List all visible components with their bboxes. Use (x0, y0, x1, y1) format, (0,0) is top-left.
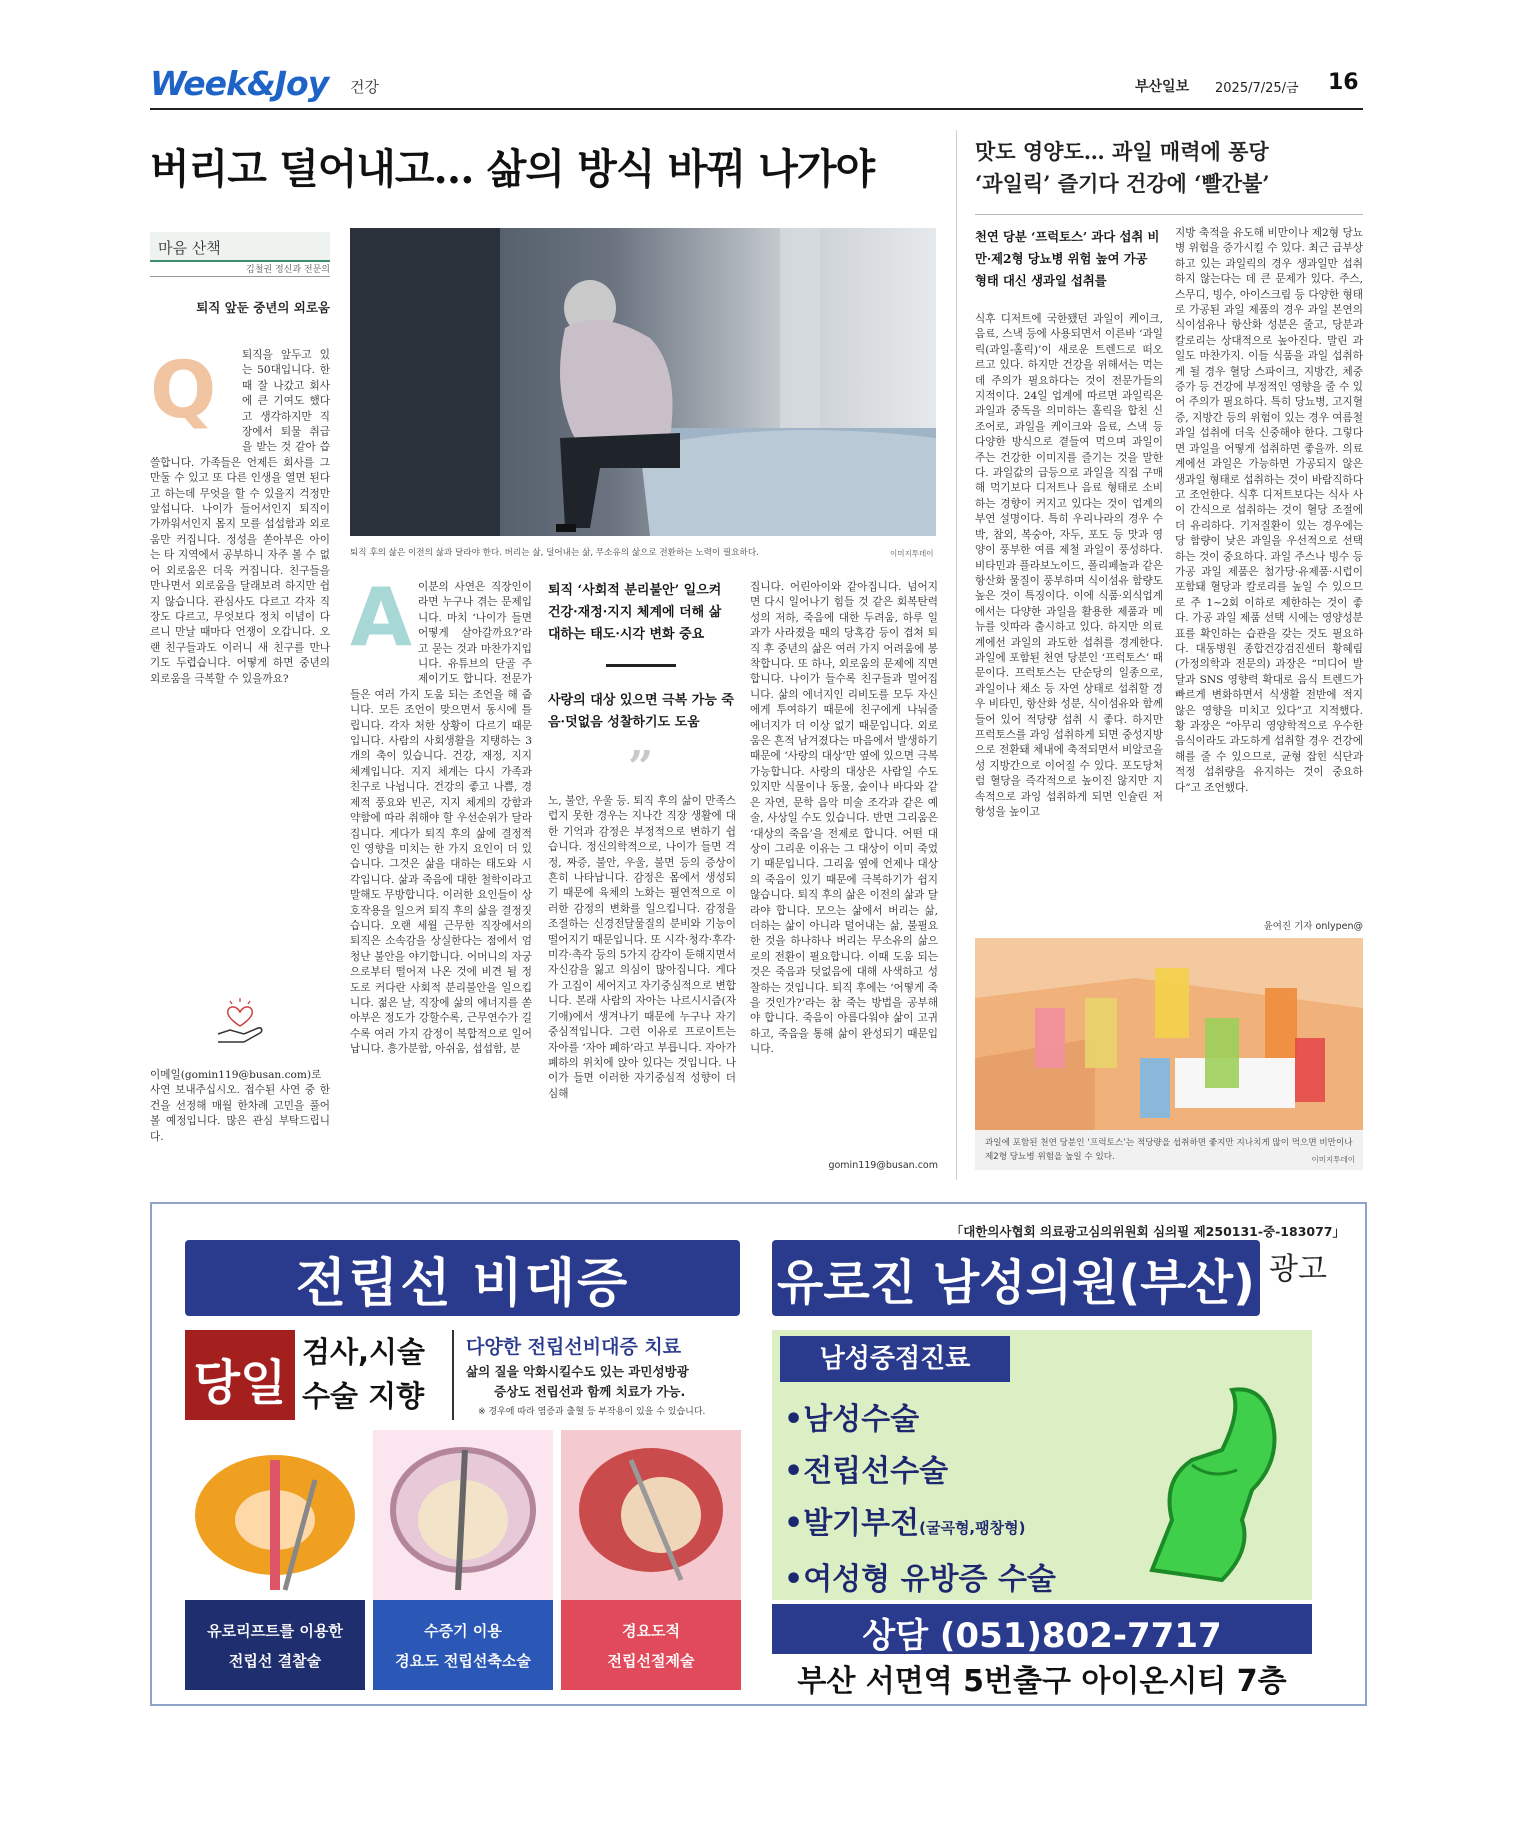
answer-column-1 (350, 571, 532, 1180)
quote-mark-icon: ” (628, 742, 654, 793)
author-rule (150, 276, 330, 277)
side-subhead (975, 226, 1163, 292)
side-separator (956, 130, 957, 1180)
main-photo (350, 228, 936, 536)
ad-label: 광고 (1269, 1252, 1327, 1287)
same-day-badge (185, 1330, 295, 1420)
treatment-line-1: 삶의 질을 악화시킬수도 있는 과민성방광 (466, 1364, 689, 1379)
advertisement[interactable] (150, 1202, 1367, 1706)
mailbox-note (150, 1068, 330, 1168)
procedure-image-2 (373, 1430, 553, 1600)
service-item-3-sub: (굴곡형,팽창형) (919, 1519, 1026, 1537)
side-byline: 윤여진 기자 onlypen@ (1263, 921, 1363, 932)
procedure-label-1 (185, 1600, 365, 1690)
section-label: 건강 (350, 78, 379, 96)
exam-text (302, 1330, 442, 1418)
mailbox-note-text: 이메일(gomin119@busan.com)로 사연 보내주십시오. 접수된 사연 중 한 건을 선정해 매월 한차례 고민을 풀어볼 예정입니다. 많은 관심 부탁드립니다. (150, 1069, 330, 1143)
fruit-photo-credit: 이미지투데이 (1311, 1155, 1355, 1164)
procedure-label-2 (373, 1600, 553, 1690)
heart-hand-icon (210, 990, 270, 1050)
clinic-address: 부산 서면역 5번출구 아이온시티 7층 (797, 1664, 1287, 1699)
side-headline (975, 136, 1363, 200)
answer-column-2 (548, 794, 736, 1180)
treatment-title: 다양한 전립선비대증 치료 (466, 1336, 682, 1358)
side-column-2-text: 지방 축적을 유도해 비만이나 제2형 당뇨병 위험을 증가시킬 수 있다. 최근 급부상하고 있는 과일릭의 경우 생과일만 섭취하지 않는다는 데 큰 문제가 있다. 주스, 스무디, 빙수, 아이스크림 등 다양한 형태로 가공된 과일 제품의 경우 과일 본연의 식이섬유나 항산화 성분은 줄고, 당분과 칼로리는 상대적으로 높아진다. 말린 과일도 마찬가지. 이들 식품을 과일 섭취하게 될 경우 혈당 스파이크, 지방간, 체중 증가 등 건강에 부정적인 영향을 줄 수 있어 주의가 필요하다. 특히 당뇨병, 고지혈증, 지방간 등의 위험이 있는 경우 여름철 과일 섭취에 더욱 신중해야 한다. 그렇다면 과일을 어떻게 섭취하면 좋을까. 의료계에선 과일은 가능하면 가공되지 않은 생과일 형태로 섭취하는 것이 바람직하다고 조언한다. 식후 디저트보다는 식사 사이 간식으로 섭취하는 것이 혈당 조절에 더 유리하다. 기저질환이 있는 경우에는 당 함량이 낮은 과일을 우선적으로 선택하는 것이 중요하다. 과일 주스나 빙수 등 가공 과일 제품은 첨가당·유제품·시럽이 포함돼 혈당과 칼로리를 높일 수 있으므로 주 1~2회 이하로 제한하는 것이 좋다. 가공 과일 제품 선택 시에는 영양성분표를 확인하는 습관을 갖는 것도 필요하다. 대동병원 종합건강검진센터 황혜림(가정의학과 전문의) 과장은 “미디어 발달과 SNS 영향력 확대로 음식 트렌드가 빠르게 변화하면서 식생활 전반에 적지 않은 영향을 미치고 있다”고 지적했다. 황 과장은 “아무리 영양학적으로 우수한 음식이라도 과도하게 섭취할 경우 건강에 해를 줄 수 있으므로, 균형 잡힌 식단과 적정 섭취량을 유지하는 것이 중요하다”고 조언했다. (1175, 227, 1363, 794)
side-headline-line1: 맛도 영양도… 과일 매력에 퐁당 (975, 139, 1269, 164)
side-column-2 (1175, 226, 1363, 914)
pullquote-1-text: 퇴직 ‘사회적 분리불안’ 일으켜 건강·재정·지지 체계에 더해 삶 대하는 태도·시각 변화 중요 (548, 583, 722, 642)
answer-column-3 (750, 580, 938, 1160)
service-item-1: •남성수술 (784, 1402, 920, 1437)
procedure-image-3 (561, 1430, 741, 1600)
procedure-3-line-2: 전립선절제술 (607, 1652, 695, 1670)
exam-line-2: 수술 지향 (302, 1379, 425, 1413)
fruit-photo-caption: 과일에 포함된 천연 당분인 ‘프럭토스’는 적당량을 섭취하면 좋지만 지나치게 많이 먹으면 비만이나 제2형 당뇨병 위험을 높일 수 있다. (985, 1138, 1353, 1162)
ad-clinic-name: 유로진 남성의원(부산) (772, 1240, 1260, 1316)
side-column-1-text: 식후 디저트에 국한됐던 과일이 케이크, 음료, 스낵 등에 사용되면서 이른바 ‘과일릭(과일-홀릭)’이 새로운 트렌드로 떠오르고 있다. 하지만 건강을 위해서는 먹는 데 주의가 필요하다는 것이 전문가들의 지적이다. 24일 업계에 따르면 과일릭은 과일과 중독을 의미하는 홀릭을 합친 신조어로, 과일을 케이크와 음료, 스낵 등 다양한 방식으로 곁들여 먹으며 과일이 주는 건강한 이미지를 즐기는 것을 말한다. 과일값의 급등으로 과일을 직접 구매해 먹기보다 디저트나 음료 형태로 소비하는 경향이 커지고 있다는 것이 업계의 부연 설명이다. 특히 우리나라의 경우 수박, 참외, 복숭아, 자두, 포도 등 맛과 영양이 풍부한 여름 제철 과일이 풍성하다. 비타민과 플라보노이드, 폴리페놀과 같은 항산화 물질이 풍부하며 식이섬유 함량도 높은 것이 특징이다. 이에 식품·외식업계에서는 다양한 과일을 활용한 제품과 메뉴를 잇따라 출시하고 있다. 하지만 의료계에선 과일의 과도한 섭취를 경계한다. 과일에 포함된 천연 당분인 ‘프럭토스’ 때문이다. 프럭토스는 단순당의 일종으로, 과일이나 채소 등 자연 상태로 섭취할 경우 비타민, 항산화 성분, 식이섬유와 함께 들어 있어 적당량 섭취 시 좋다. 하지만 프럭토스를 과잉 섭취하게 되면 중성지방으로 전환돼 체내에 축적되면서 비알코올성 지방간으로 이어질 수 있다. 포도당처럼 혈당을 즉각적으로 높이진 않지만 지속적으로 과잉 섭취하게 되면 인슐린 저항성을 높이고 (975, 313, 1163, 818)
masthead-rule (150, 108, 1363, 110)
ad-left-title: 전립선 비대증 (185, 1240, 740, 1316)
pullquote-2 (548, 690, 736, 734)
answer-column-2-text: 노, 불안, 우울 등. 퇴직 후의 삶이 만족스럽지 못한 경우는 지나간 직장 생활에 대한 기억과 감정은 부정적으로 변하기 쉽습니다. 정신의학적으로, 나이가 들면 걱정, 짜증, 불안, 우울, 불면 등의 증상이 흔히 나타납니다. 감정은 몸에서 생성되기 때문에 육체의 노화는 필연적으로 이러한 감정의 변화를 일으킵니다. 감정을 조절하는 신경전달물질의 분비와 기능이 떨어지기 때문입니다. 또 시각·청각·후각·미각·촉각 등의 5가지 감각이 둔해지면서 자신감을 잃고 의심이 많아집니다. 게다가 고집이 세어지고 자기중심적으로 변합니다. 본래 사람의 자아는 나르시시즘(자기애)에서 생겨나기 때문에 누구나 자기중심적입니다. 그런 이유로 프로이트는 자아를 ‘자아 폐하’라고 부릅니다. 자아가 폐하의 위치에 앉아 있다는 것입니다. 나이가 들면 이러한 자기중심적 성향이 더 심해 (548, 795, 736, 1100)
procedure-2-line-1: 수증기 이용 (424, 1622, 502, 1640)
procedure-1-line-2: 전립선 결찰술 (228, 1652, 322, 1670)
muscle-arm-icon (1132, 1370, 1302, 1590)
fruit-drinks-photo (975, 938, 1363, 1130)
side-headline-line2: ‘과일릭’ 즐기다 건강에 ‘빨간불’ (975, 171, 1270, 196)
question-body: 퇴직을 앞두고 있는 50대입니다. 한때 잘 나갔고 회사에 큰 기여도 했다고 생각하지만 직장에서 퇴물 취급을 받는 것 같아 씁쓸합니다. 가족들은 언제든 회사를 그만둘 수 있고 또 다른 인생을 열면 된다고 하는데 무엇을 할 수 있을지 걱정만 앞섭니다. 나이가 들어서인지 퇴직이 가까워서인지 몸지 모를 섭섭함과 외로움만 커집니다. 정성을 쏟아부은 아이는 타 지역에서 공부하니 자주 볼 수 없어 외로움은 더욱 커집니다. 친구들을 만나면서 외로움을 달래보려 하지만 쉽지 않습니다. 관심사도 다르고 각자 직장도 다르고, 무엇보다 정치 이념이 다르니 만날 때마다 언쟁이 오갑니다. 오랜 친구들과도 이러니 새 친구를 만나기도 두렵습니다. 어떻게 하면 중년의 외로움을 극복할 수 있을까요? (150, 349, 330, 685)
fruit-photo-caption-box (975, 1130, 1363, 1170)
procedure-2-line-2: 경요도 전립선축소술 (395, 1652, 531, 1670)
pullquote-1 (548, 580, 736, 646)
answer-column-3-text: 집니다. 어린아이와 같아집니다. 넘어지면 다시 일어나기 힘들 것 같은 회복탄력성의 저하, 죽음에 대한 두려움, 하루 일과가 사라졌을 때의 당혹감 등이 겹쳐 퇴직 후 중년의 삶은 여러 가지 어려움에 봉착합니다. 또 하나, 외로움의 문제에 직면합니다. 나이가 들수록 친구들과 멀어집니다. 삶의 에너지인 리비도를 모두 자신에게 투여하기 때문에 친구에게 나눠줄 에너지가 더 이상 없기 때문입니다. 외로움은 흔적 남겨졌다는 마음에서 발생하기 때문에 ‘사랑의 대상’만 옆에 있으면 극복 가능합니다. 사랑의 대상은 사람일 수도 있지만 식물이나 동물, 숲이나 바다와 같은 자연, 문학 음악 미술 조각과 같은 예술, 사상일 수도 있습니다. 반면 그리움은 ‘대상의 죽음’을 전제로 합니다. 어떤 대상이 그리운 이유는 그 대상이 이미 죽었기 때문입니다. 그리움 옆에 언제나 대상의 죽음이 있기 때문에 극복하기가 쉽지 않습니다. 퇴직 후의 삶은 이전의 삶과 달라야 합니다. 모으는 삶에서 버리는 삶, 더하는 삶이 아니라 덜어내는 삶, 불필요한 것을 하나하나 버리는 무소유의 삶으로의 전환이 필요합니다. 이때 도움 되는 것은 죽음과 덧없음에 대해 사색하고 성찰하는 것입니다. 퇴직 후에는 ‘어떻게 죽을 것인가?’라는 참 죽는 방법을 공부해야 합니다. 죽음이 아름다워야 삶이 고귀하고, 죽음을 통해 삶이 완성되기 때문입니다. (750, 581, 938, 1056)
main-headline: 버리고 덜어내고… 삶의 방식 바꿔 나가야 (150, 145, 875, 193)
main-photo-credit: 이미지투데이 (890, 549, 934, 558)
ad-approval: 「대한의사협회 의료광고심의위원회 심의필 제250131-중-183077」 (950, 1224, 1345, 1239)
main-photo-caption: 퇴직 후의 삶은 이전의 삶과 달라야 한다. 버리는 삶, 덜어내는 삶, 무소유의 삶으로 전환하는 노력이 필요하다. (350, 548, 759, 558)
phone-number[interactable]: 상담 (051)802-7717 (862, 1616, 1222, 1656)
issue-date: 2025/7/25/금 (1215, 81, 1299, 96)
service-item-2: •전립선수술 (784, 1454, 949, 1489)
service-item-3: •발기부전(굴곡형,팽창형) (784, 1506, 1026, 1541)
procedure-image-1 (185, 1430, 365, 1600)
week-joy-logo: Week&Joy (150, 64, 329, 103)
column-tag (150, 232, 330, 262)
page-number: 16 (1328, 70, 1359, 95)
focus-title: 남성중점진료 (780, 1336, 1010, 1382)
answer-column-1-text: 이분의 사연은 직장인이라면 누구나 겪는 문제입니다. 마치 ‘나이가 들면 어떻게 살아갈까요?’라고 묻는 것과 마찬가지입니다. 유튜브의 단골 주제이기도 합니다. 전문가들은 여러 가지 도움 되는 조언을 해 줍니다. 모든 조언이 맞으면서 동시에 틀립니다. 각자 처한 상황이 다르기 때문입니다. 사람의 사회생활을 지탱하는 3개의 축이 있습니다. 건강, 재정, 지지 체계입니다. 지지 체계는 다시 가족과 친구로 나뉩니다. 건강의 좋고 나쁨, 경제적 풍요와 빈곤, 지지 체계의 강함과 약함에 따라 취해야 할 우선순위가 달라집니다. 게다가 퇴직 후의 삶에 결정적인 영향을 미치는 한 가지 요인이 더 있습니다. 그것은 삶을 대하는 태도와 시각입니다. 삶과 죽음에 대한 철학이라고 말해도 무방합니다. 이러한 요인들이 상호작용을 일으켜 퇴직 후의 삶을 결정짓습니다. 오랜 세월 근무한 직장에서의 퇴직은 소속감을 상실한다는 점에서 엄청난 불안을 야기합니다. 어머니의 자궁으로부터 떨어져 나온 것에 비견 될 정도로 커다란 사회적 분리불안을 일으킵니다. 젊은 날, 직장에 삶의 에너지를 쏟아부은 정도가 강할수록, 근무연수가 길수록 여러 가지 감정이 복합적으로 일어납니다. 흥가분함, 아쉬움, 섭섭함, 분 (350, 581, 532, 1056)
services-panel (772, 1330, 1312, 1600)
column-name: 마음 산책 (158, 239, 221, 257)
phone-banner[interactable] (772, 1604, 1312, 1654)
author-line: 김철권 정신과 전문의 (246, 265, 330, 275)
pullquote-2-text: 사랑의 대상 있으면 극복 가능 죽음·덧없음 성찰하기도 도움 (548, 693, 734, 730)
exam-line-1: 검사,시술 (302, 1335, 426, 1369)
same-day-text: 당일 (193, 1355, 287, 1411)
pullquote-divider (606, 664, 676, 667)
side-headline-rule (975, 214, 1363, 215)
treatment-box (452, 1330, 742, 1420)
service-item-4: •여성형 유방증 수술 (784, 1562, 1056, 1597)
column-subtitle: 퇴직 앞둔 중년의 외로움 (196, 300, 330, 315)
masthead (150, 64, 1363, 108)
procedure-label-3 (561, 1600, 741, 1690)
treatment-line-2: 증상도 전립선과 함께 치료가 가능. (494, 1384, 686, 1399)
procedure-3-line-1: 경요도적 (622, 1622, 680, 1640)
treatment-note: ※ 경우에 따라 염증과 출혈 등 부작용이 있을 수 있습니다. (478, 1407, 706, 1417)
side-column-1 (975, 312, 1163, 938)
question-text (150, 348, 330, 748)
service-list (784, 1394, 1056, 1606)
newspaper-name: 부산일보 (1135, 79, 1190, 95)
answer-email: gomin119@busan.com (828, 1160, 938, 1171)
q-letter: Q (150, 346, 217, 436)
side-subhead-text: 천연 당분 ‘프럭토스’ 과다 섭취 비만·제2형 당뇨병 위험 높여 가공 형태 대신 생과일 섭취를 (975, 229, 1160, 288)
procedure-1-line-1: 유로리프트를 이용한 (207, 1622, 343, 1640)
a-letter: A (350, 571, 412, 664)
